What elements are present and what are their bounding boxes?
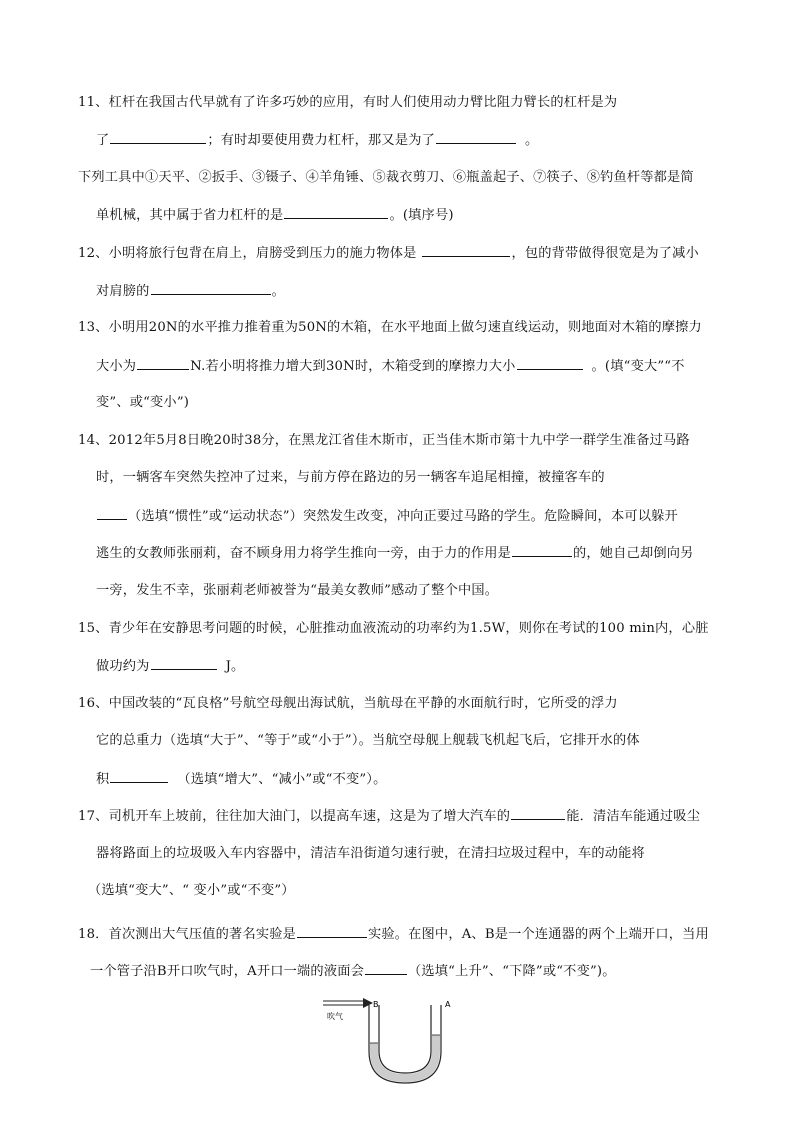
q14-blank-2[interactable] [512, 544, 572, 557]
q13-text-c: 变”、或“变小”) [96, 395, 190, 410]
q14-text-d1: 逃生的女教师张丽莉，奋不顾身用力将学生推向一旁，由于力的作用是 [96, 546, 512, 561]
q15-line-1 [78, 620, 709, 638]
q16-text-c2: （选填“增大”、“减小”或“不变”）。 [177, 772, 387, 787]
q14-line-2 [96, 469, 605, 487]
q11-text-b3: 。 [524, 133, 539, 148]
q11-text-b2: ；有时却要使用费力杠杆，那又是为了 [207, 133, 435, 148]
q16-text-b: 它的总重力（选填“大于”、“等于”或“小于”）。当航空母舰上舰载飞机起飞后，它排开水的体 [96, 733, 640, 748]
opening-a-label: A [445, 1000, 451, 1009]
q16-text-c1: 积 [96, 772, 110, 787]
u-tube-inner [379, 1005, 431, 1073]
q13-line-2 [96, 357, 685, 376]
q17-text-a1: 17、司机开车上坡前，往往加大油门，以提高车速，这是为了增大汽车的 [78, 809, 511, 824]
q17-line-2 [96, 845, 645, 863]
q18-line-2 [90, 962, 616, 981]
q11-text-b1: 了 [96, 133, 110, 148]
q17-text-a2: 能．清洁车能通过吸尘 [566, 809, 701, 824]
q12-blank-2[interactable] [151, 282, 271, 295]
q11-line-2 [96, 131, 538, 150]
q12-line-1 [78, 244, 699, 263]
q12-text-a1: 12、小明将旅行包背在肩上，肩膀受到压力的施力物体是 [78, 246, 417, 261]
q18-text-a2: 实验。在图中，A、B是一个连通器的两个上端开口，当用 [368, 927, 709, 942]
q13-line-3 [96, 394, 189, 412]
q18-text-a1: 18．首次测出大气压值的著名实验是 [78, 927, 296, 942]
q14-line-1 [78, 432, 690, 450]
q18-blank-2[interactable] [365, 962, 407, 975]
q11-text-c: 下列工具中①天平、②扳手、③镊子、④羊角锤、⑤裁衣剪刀、⑥瓶盖起子、⑦筷子、⑧钓鱼杆等都是简 [78, 170, 694, 185]
q18-text-b1: 一个管子沿B开口吹气时，A开口一端的液面会 [90, 964, 364, 979]
q11-text-a: 11、杠杆在我国古代早就有了许多巧妙的应用，有时人们使用动力臂比阻力臂长的杠杆是为 [78, 95, 618, 110]
q12-text-a2: ，包的背带做得很宽是为了减小 [511, 246, 699, 261]
q15-text-b2: J。 [225, 659, 245, 674]
q11-line-4 [96, 206, 454, 225]
q12-line-2 [96, 282, 285, 301]
q15-text-a: 15、青少年在安静思考问题的时候，心脏推动血液流动的功率约为1.5W，则你在考试的100 min内，心脏 [78, 621, 709, 636]
q14-blank-1[interactable] [97, 507, 127, 520]
q18-line-1 [78, 925, 709, 944]
q12-text-b2: 。 [271, 284, 285, 299]
q17-text-c: （选填“变大”、“ 变小”或“不变”） [88, 883, 295, 898]
q13-text-a: 13、小明用20N的水平推力推着重为50N的木箱，在水平地面上做匀速直线运动，则地面对木箱的摩擦力 [78, 320, 702, 335]
q12-blank-1[interactable] [422, 244, 510, 257]
q14-text-e: 一旁，发生不幸，张丽莉老师被誉为“最美女教师”感动了整个中国。 [96, 583, 499, 598]
q16-line-2 [96, 732, 640, 750]
q13-text-b2: N.若小明将推力增大到30N时，木箱受到的摩擦力大小 [190, 359, 516, 374]
q14-line-3 [96, 507, 678, 526]
q16-line-3 [96, 770, 386, 789]
q11-text-d2: 。(填序号) [389, 208, 454, 223]
blow-label: 吹气 [327, 1012, 343, 1021]
q17-line-3 [88, 882, 295, 900]
opening-b-label: B [373, 1000, 379, 1009]
q14-text-a: 14、2012年5月8日晚20时38分，在黑龙江省佳木斯市，正当佳木斯市第十九中学一群学生准备过马路 [78, 433, 690, 448]
q13-blank-1[interactable] [137, 357, 189, 370]
connected-vessel-diagram [315, 993, 475, 1088]
q14-line-5 [96, 582, 498, 600]
q15-line-2 [96, 657, 244, 676]
q18-blank-1[interactable] [297, 925, 367, 938]
q14-text-c2: （选填“惯性”或“运动状态”）突然发生改变，冲向正要过马路的学生。危险瞬间，本可以躲开 [128, 509, 678, 524]
q11-blank-2[interactable] [436, 131, 516, 144]
q14-line-4 [96, 544, 694, 563]
q16-text-a: 16、中国改装的“瓦良格”号航空母舰出海试航，当航母在平静的水面航行时，它所受的浮力 [78, 696, 618, 711]
q11-line-3 [78, 169, 694, 187]
q17-blank-1[interactable] [511, 807, 565, 820]
q13-text-b3: 。(填“变大”“不 [591, 359, 685, 374]
q11-line-1 [78, 94, 617, 112]
q14-text-b: 时，一辆客车突然失控冲了过来，与前方停在路边的另一辆客车追尾相撞，被撞客车的 [96, 470, 605, 485]
q15-blank-1[interactable] [151, 657, 217, 670]
q11-blank-1[interactable] [110, 131, 206, 144]
q17-text-b: 器将路面上的垃圾吸入车内容器中，清洁车沿街道匀速行驶，在清扫垃圾过程中，车的动能将 [96, 846, 645, 861]
q15-text-b1: 做功约为 [96, 659, 150, 674]
q13-blank-2[interactable] [517, 357, 583, 370]
q16-line-1 [78, 695, 618, 713]
arrow-right-icon [363, 998, 373, 1008]
q13-text-b1: 大小为 [96, 359, 137, 374]
q12-text-b1: 对肩膀的 [96, 284, 150, 299]
q17-line-1 [78, 807, 700, 826]
q13-line-1 [78, 319, 702, 337]
q16-blank-1[interactable] [110, 770, 168, 783]
connected-vessel-figure [315, 993, 475, 1088]
q18-text-b2: （选填“上升”、“下降”或“不变”)。 [407, 964, 616, 979]
q14-text-d2: 的，她自己却倒向另 [573, 546, 694, 561]
q11-blank-3[interactable] [284, 206, 388, 219]
q11-text-d1: 单机械，其中属于省力杠杆的是 [96, 208, 284, 223]
